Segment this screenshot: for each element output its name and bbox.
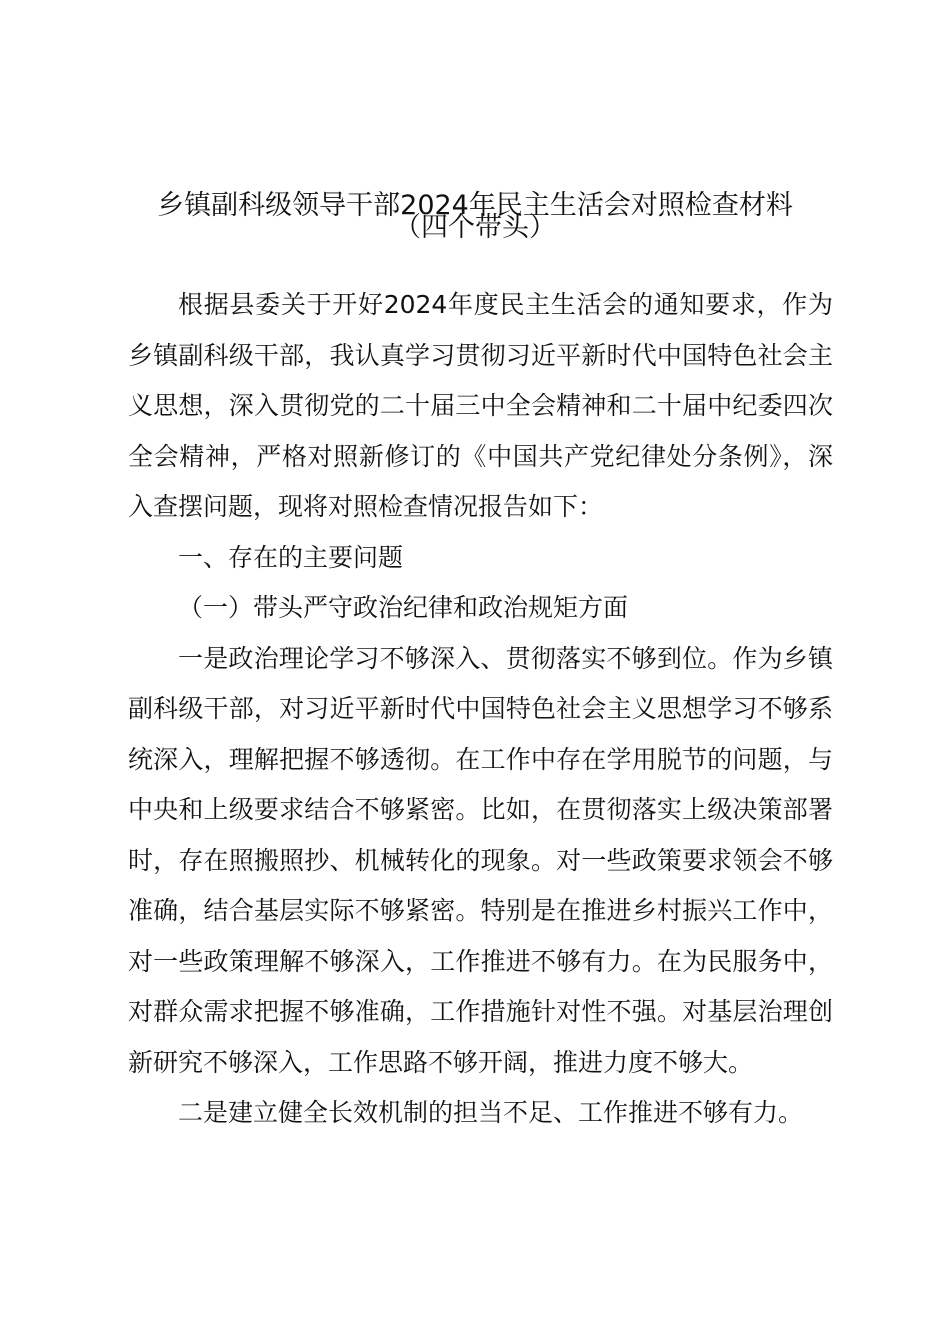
document-subtitle: （四个带头）	[394, 212, 556, 243]
section-heading: 一、存在的主要问题	[178, 542, 404, 572]
subsection-heading: （一）带头严守政治纪律和政治规矩方面	[178, 593, 629, 622]
body-paragraph: 二是建立健全长效机制的担当不足、工作推进不够有力。	[178, 1098, 804, 1127]
document-body	[128, 280, 833, 1139]
intro-paragraph: 根据县委关于开好2024年度民主生活会的通知要求，作为乡镇副科级干部，我认真学习贯彻习近平新时代中国特色社会主义思想，深入贯彻党的二十届三中全会精神和二十届中纪委四次全会精神，严格对照新修订的《中国共产党纪律处分条例》，深入查摆问题，现将对照检查情况报告如下：	[128, 290, 833, 521]
body-paragraph: 一是政治理论学习不够深入、贯彻落实不够到位。作为乡镇副科级干部，对习近平新时代中国特色社会主义思想学习不够系统深入，理解把握不够透彻。在工作中存在学用脱节的问题，与中央和上级要求结合不够紧密。比如，在贯彻落实上级决策部署时，存在照搬照抄、机械转化的现象。对一些政策要求领会不够准确，结合基层实际不够紧密。特别是在推进乡村振兴工作中，对一些政策理解不够深入，工作推进不够有力。在为民服务中，对群众需求把握不够准确，工作措施针对性不强。对基层治理创新研究不够深入，工作思路不够开阔，推进力度不够大。	[128, 643, 833, 1077]
document-title: 乡镇副科级领导干部2024年民主生活会对照检查材料	[157, 190, 793, 221]
